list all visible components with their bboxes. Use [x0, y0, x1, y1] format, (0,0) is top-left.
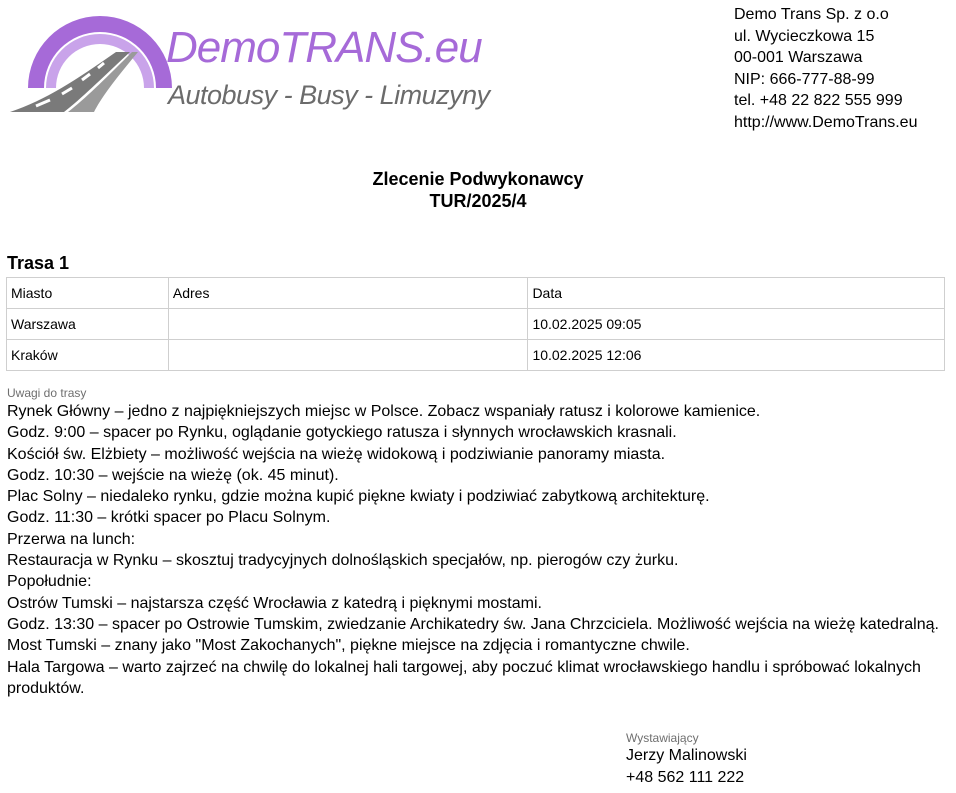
cell-date: 10.02.2025 12:06	[528, 340, 945, 371]
issuer-phone: +48 562 111 222	[626, 768, 745, 786]
note-line: Ostrów Tumski – najstarsza część Wrocławia z katedrą i pięknymi mostami.	[7, 594, 542, 612]
document-title: Zlecenie Podwykonawcy	[372, 169, 584, 189]
notes-label: Uwagi do trasy	[7, 386, 87, 400]
company-website[interactable]: http://www.DemoTrans.eu	[734, 113, 918, 131]
company-info	[734, 4, 917, 133]
brand-tagline: Autobusy - Busy - Limuzyny	[168, 80, 490, 110]
company-logo	[6, 8, 490, 116]
column-header-address: Adres	[168, 278, 528, 309]
road-arch-icon	[6, 8, 176, 116]
column-header-date: Data	[528, 278, 945, 309]
table-row	[7, 340, 945, 371]
note-line: Restauracja w Rynku – skosztuj tradycyjnych dolnośląskich specjałów, np. pierogów czy żurku.	[7, 552, 679, 570]
cell-address	[168, 309, 528, 340]
note-line: Plac Solny – niedaleko rynku, gdzie można kupić piękne kwiaty i podziwiać zabytkową architekturę.	[7, 488, 710, 506]
note-line: Popołudnie:	[7, 573, 92, 591]
issuer-name: Jerzy Malinowski	[626, 747, 747, 764]
note-line: Rynek Główny – jedno z najpiękniejszych miejsc w Polsce. Zobacz wspaniały ratusz i kolorowe kamienice.	[7, 403, 761, 420]
issuer-label: Wystawiający	[626, 731, 699, 745]
brand-name: DemoTRANS.eu	[166, 23, 482, 72]
document-number: TUR/2025/4	[429, 191, 527, 211]
company-name: Demo Trans Sp. z o.o	[734, 6, 889, 23]
table-row	[7, 309, 945, 340]
note-line: Przerwa na lunch:	[7, 530, 136, 548]
route-table	[6, 277, 945, 371]
note-line: Godz. 11:30 – krótki spacer po Placu Solnym.	[7, 509, 331, 527]
note-line: Most Tumski – znany jako "Most Zakochanych", piękne miejsce na zdjęcia i romantyczne chwile.	[7, 637, 690, 655]
note-line: Godz. 13:30 – spacer po Ostrowie Tumskim, zwiedzanie Archikatedry św. Jana Chrzciciela. Możliwość wejścia na wieżę katedralną.	[7, 615, 939, 633]
company-street: ul. Wycieczkowa 15	[734, 27, 875, 45]
cell-city: Warszawa	[7, 309, 169, 340]
issuer-block	[626, 731, 747, 788]
note-line: Hala Targowa – warto zajrzeć na chwilę do lokalnej hali targowej, aby poczuć klimat wrocławskiego handlu i spróbować lokalnych produktów.	[7, 658, 921, 697]
note-line: Godz. 10:30 – wejście na wieżę (ok. 45 minut).	[7, 466, 339, 484]
cell-date: 10.02.2025 09:05	[528, 309, 945, 340]
document-title-block	[0, 168, 956, 212]
company-city: 00-001 Warszawa	[734, 49, 863, 66]
company-phone: tel. +48 22 822 555 999	[734, 92, 903, 109]
column-header-city: Miasto	[7, 278, 169, 309]
route-title: Trasa 1	[7, 253, 70, 273]
note-line: Godz. 9:00 – spacer po Rynku, oglądanie gotyckiego ratusza i słynnych wrocławskich krasnali.	[7, 424, 677, 442]
cell-city: Kraków	[7, 340, 169, 371]
cell-address	[168, 340, 528, 371]
table-header-row	[7, 278, 945, 309]
route-notes	[7, 401, 942, 699]
company-nip: NIP: 666-777-88-99	[734, 70, 875, 88]
note-line: Kościół św. Elżbiety – możliwość wejścia na wieżę widokową i podziwianie panoramy miasta.	[7, 445, 666, 463]
